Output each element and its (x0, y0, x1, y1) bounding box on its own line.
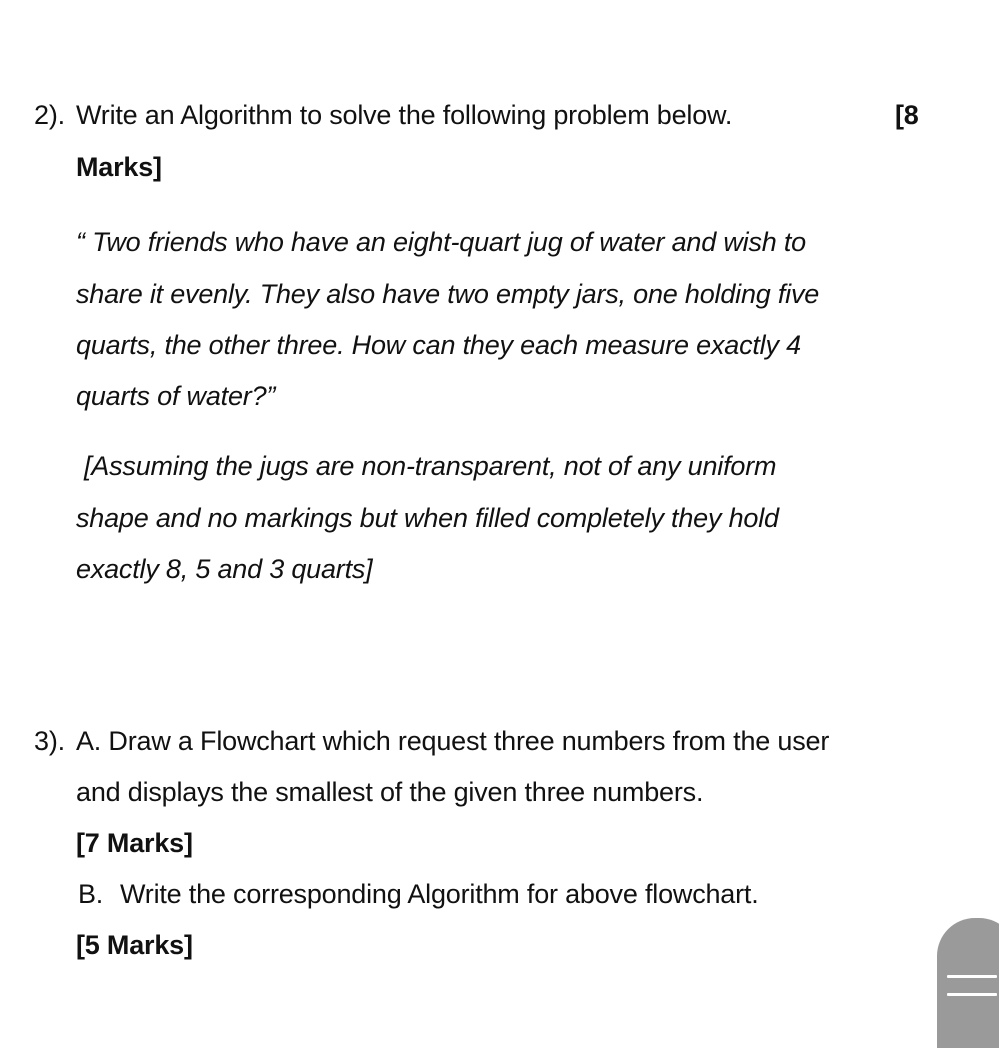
question-3-number: 3). (34, 726, 65, 756)
problem-quote-line: “ Two friends who have an eight-quart jug of water and wish to (76, 227, 806, 257)
question-2-number: 2). (34, 100, 65, 130)
problem-quote-line: quarts, the other three. How can they each measure exactly 4 (76, 330, 801, 360)
scroll-handle[interactable] (937, 918, 999, 1048)
question-3a-marks: [7 Marks] (76, 828, 193, 858)
assumption-line: [Assuming the jugs are non-transparent, not of any uniform (84, 451, 777, 481)
question-3b-marks: [5 Marks] (76, 930, 193, 960)
question-3b-label: B. (78, 879, 104, 909)
question-2-text: Write an Algorithm to solve the following problem below. (76, 100, 733, 130)
assumption-line: shape and no markings but when filled completely they hold (76, 503, 779, 533)
problem-quote-line: share it evenly. They also have two empty jars, one holding five (76, 279, 820, 309)
problem-quote-line: quarts of water?” (76, 381, 276, 411)
grip-lines-icon (947, 975, 997, 978)
question-3a-line: A. Draw a Flowchart which request three numbers from the user (76, 726, 830, 756)
question-3b-text: Write the corresponding Algorithm for above flowchart. (120, 879, 759, 909)
grip-lines-icon (947, 993, 997, 996)
question-3a-line: and displays the smallest of the given three numbers. (76, 777, 704, 807)
assumption-line: exactly 8, 5 and 3 quarts] (76, 554, 373, 584)
question-2-marks-open: [8 (895, 100, 919, 130)
question-2-marks-close: Marks] (76, 152, 162, 182)
